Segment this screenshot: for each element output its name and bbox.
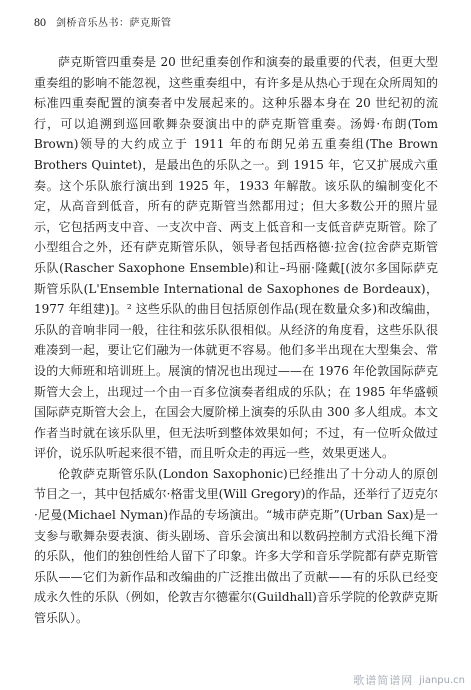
- watermark-text: 歌谱简谱网: [353, 674, 414, 687]
- watermark-url: jianpu.cn: [419, 674, 465, 686]
- page-header: [34, 14, 438, 32]
- page-number: 80: [34, 15, 46, 29]
- running-title: 剑桥音乐丛书：萨克斯管: [56, 18, 172, 29]
- body-text: [34, 52, 438, 629]
- paragraph-2: 伦敦萨克斯管乐队(London Saxophonic)已经推出了十分动人的原创节目之一，其中包括威尔·格雷戈里(Will Gregory)的作品，还举行了迈克尔·尼曼(Michael Nyman)作品的专场演出。“城市萨克斯”(Urban Sax)是一支参与歌舞杂耍表演、街头剧场、音乐会演出和以数码控制方式沿长绳下滑的乐队，他们的独创性给人留下了印象。许多大学和音乐学院都有萨克斯管乐队——它们为新作品和改编曲的广泛推出做出了贡献——有的乐队已经变成永久性的乐队（例如，伦敦吉尔德霍尔(Guildhall)音乐学院的伦敦萨克斯管乐队）。: [34, 466, 438, 626]
- paragraph-1: 萨克斯管四重奏是 20 世纪重奏创作和演奏的最重要的代表，但更大型重奏组的影响不能忽视，这些重奏组中，有许多是从热心于现在众所周知的标准四重奏配置的演奏者中发展起来的。这种乐器本身在 20 世纪初的流行，可以追溯到巡回歌舞杂耍演出中的萨克斯管重奏。汤姆·布朗(Tom Brown)领导的大约成立于 1911 年的布朗兄弟五重奏组(The Brown Brothers Quintet)，是最出色的乐队之一。到 1915 年，它又扩展成六重奏。这个乐队旅行演出到 1925 年，1933 年解散。该乐队的编制变化不定，从高音到低音，所有的萨克斯管当然都用过；但大多数公开的照片显示，它包括两支中音、一支次中音、两支上低音和一支低音萨克斯管。除了小型组合之外，还有萨克斯管乐队，领导者包括西格德·拉舍(拉舍萨克斯管乐队(Rascher Saxophone Ensemble)和让–玛丽·隆戴[(波尔多国际萨克斯管乐队(L'Ensemble International de Saxophones de Bordeaux)，1977 年组建)]。² 这些乐队的曲目包括原创作品(现在数量众多)和改编曲，乐队的音响非同一般，往往和弦乐队很相似。从经济的角度看，这些乐队很难凑到一起，要让它们融为一体就更不容易。他们多半出现在大型集会、常设的大师班和培训班上。展演的情况也出现过——在 1976 年伦敦国际萨克斯管大会上，出现过一个由一百多位演奏者组成的乐队；在 1985 年华盛顿国际萨克斯管大会上，在国会大厦阶梯上演奏的乐队由 300 多人组成。本文作者当时就在该乐队里，但无法听到整体效果如何；不过，有一位听众做过评价，说乐队听起来很不错，而且听众走的再远一些，效果更迷人。: [34, 55, 438, 461]
- watermark: [353, 672, 465, 688]
